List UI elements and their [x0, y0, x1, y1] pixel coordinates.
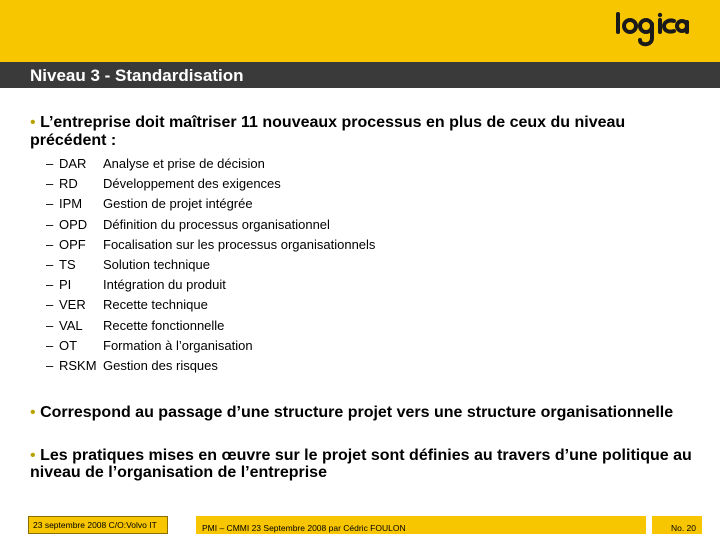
footer-page-box: [652, 516, 702, 534]
process-item: [46, 295, 646, 315]
process-code: OT: [59, 337, 78, 353]
dash-marker: –: [46, 357, 54, 373]
process-code: TS: [59, 256, 76, 272]
dash-marker: –: [46, 156, 54, 171]
process-code: PI: [59, 277, 72, 293]
process-code: OPF: [59, 236, 86, 252]
dash-marker: –: [46, 297, 54, 313]
process-code: OPD: [59, 216, 88, 232]
dash-marker: –: [46, 256, 54, 272]
process-item: [46, 174, 646, 194]
bullet-structure: [30, 404, 700, 421]
process-label: Solution technique: [103, 256, 210, 272]
bullet-practices-text: Les pratiques mises en œuvre sur le projet sont définies au travers d’une politique au niveau de l’organisation de l’entreprise: [30, 447, 692, 481]
logica-logo-icon: [614, 10, 690, 54]
process-code: VER: [59, 297, 86, 313]
process-code: IPM: [59, 196, 83, 212]
process-item: [46, 194, 646, 214]
process-label: Définition du processus organisationnel: [103, 216, 330, 232]
process-code: RSKM: [59, 357, 97, 373]
dash-marker: –: [46, 176, 54, 192]
process-label: Gestion des risques: [103, 357, 218, 373]
title-bar: [0, 62, 720, 88]
slide-title: Niveau 3 - Standardisation: [30, 66, 244, 85]
process-code: RD: [59, 176, 78, 192]
process-item: [46, 255, 646, 275]
process-label: Intégration du produit: [103, 277, 226, 293]
footer-center-box: [196, 516, 646, 534]
footer-date-box: [28, 516, 168, 534]
dash-marker: –: [46, 317, 54, 333]
process-item: [46, 215, 646, 235]
process-label: Recette fonctionnelle: [103, 317, 225, 333]
intro-bullet-text: L’entreprise doit maîtriser 11 nouveaux processus en plus de ceux du niveau précédent :: [30, 114, 626, 149]
process-label: Analyse et prise de décision: [103, 156, 265, 171]
bullet-dot-icon: •: [30, 114, 36, 131]
dash-marker: –: [46, 196, 54, 212]
process-label: Gestion de projet intégrée: [103, 196, 253, 212]
process-item: [46, 356, 646, 376]
process-list: [46, 154, 646, 376]
dash-marker: –: [46, 236, 54, 252]
bullet-dot-icon: •: [30, 447, 36, 464]
dash-marker: –: [46, 216, 54, 232]
process-item: [46, 275, 646, 295]
bullet-dot-icon: •: [30, 404, 36, 421]
process-item: [46, 235, 646, 255]
process-item: [46, 336, 646, 356]
intro-bullet: [30, 114, 670, 150]
process-label: Recette technique: [103, 297, 208, 313]
process-label: Focalisation sur les processus organisationnels: [103, 236, 376, 252]
footer-center: PMI – CMMI 23 Septembre 2008 par Cédric FOULON: [202, 523, 406, 533]
footer-date: 23 septembre 2008 C/O:Volvo IT: [33, 520, 157, 530]
process-label: Formation à l’organisation: [103, 337, 253, 353]
process-code: DAR: [59, 156, 87, 171]
dash-marker: –: [46, 337, 54, 353]
page-number: No. 20: [670, 523, 696, 533]
header-band: [0, 0, 720, 62]
process-label: Développement des exigences: [103, 176, 281, 192]
bullet-practices: [30, 447, 700, 481]
process-code: VAL: [59, 317, 83, 333]
process-item: [46, 154, 646, 174]
dash-marker: –: [46, 277, 54, 293]
bullet-structure-text: Correspond au passage d’une structure projet vers une structure organisationnelle: [40, 404, 674, 421]
process-item: [46, 316, 646, 336]
